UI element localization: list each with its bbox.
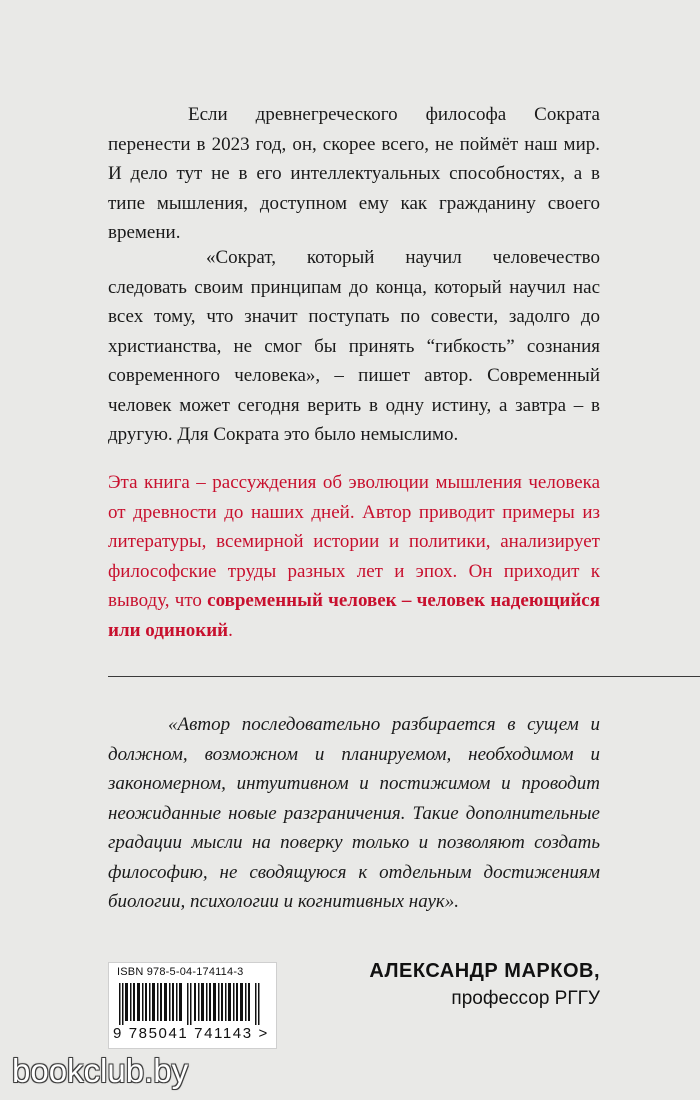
isbn-number: ISBN 978-5-04-174114-3 — [117, 966, 244, 978]
summary-text: Эта книга – рассуждения об эволюции мышления человека от древности до наших дней. Автор приводит примеры из литературы, всемирной истории и политики, анализирует философские труды разных лет и эпох. Он приходит к выводу, что — [108, 472, 600, 611]
summary-emphasis: современный человек – человек надеющийся или одинокий — [108, 590, 600, 641]
socrates-quote-paragraph: «Сократ, который научил человечество следовать своим принципам до конца, который научил нас всех тому, что значит поступать по совести, задолго до христианства, не смог бы принять “гибкость” сознания современного человека», – пишет автор. Современный человек может сегодня верить в одну истину, а завтра – в другую. Для Сократа это было немыслимо. — [108, 247, 600, 445]
site-watermark: bookclub.by — [12, 1052, 189, 1089]
reviewer-quote: «Автор последовательно разбирается в сущем и должном, возможном и планируемом, необходимом и закономерном, интуитивном и постижимом и проводит неожиданные новые разграничения. Такие дополнительные градации мысли на поверку только и позволяют создать философию, не сводящуюся к отдельным достижениям биологии, психологии и когнитивных наук». — [108, 714, 600, 912]
section-divider — [108, 676, 700, 677]
barcode-digits: 9 785041 741143 > — [113, 1025, 269, 1042]
reviewer-name: АЛЕКСАНДР МАРКОВ, — [369, 960, 600, 982]
book-summary-paragraph — [108, 468, 600, 645]
barcode-bars-icon — [119, 983, 267, 1025]
summary-end: . — [228, 619, 233, 641]
reviewer-title: профессор РГГУ — [451, 988, 600, 1009]
isbn-barcode — [108, 962, 277, 1049]
intro-paragraph: Если древнегреческого философа Сократа перенести в 2023 год, он, скорее всего, не поймёт наш мир. И дело тут не в его интеллектуальных способностях, а в типе мышления, доступном ему как гражданину своего времени. — [108, 104, 600, 243]
